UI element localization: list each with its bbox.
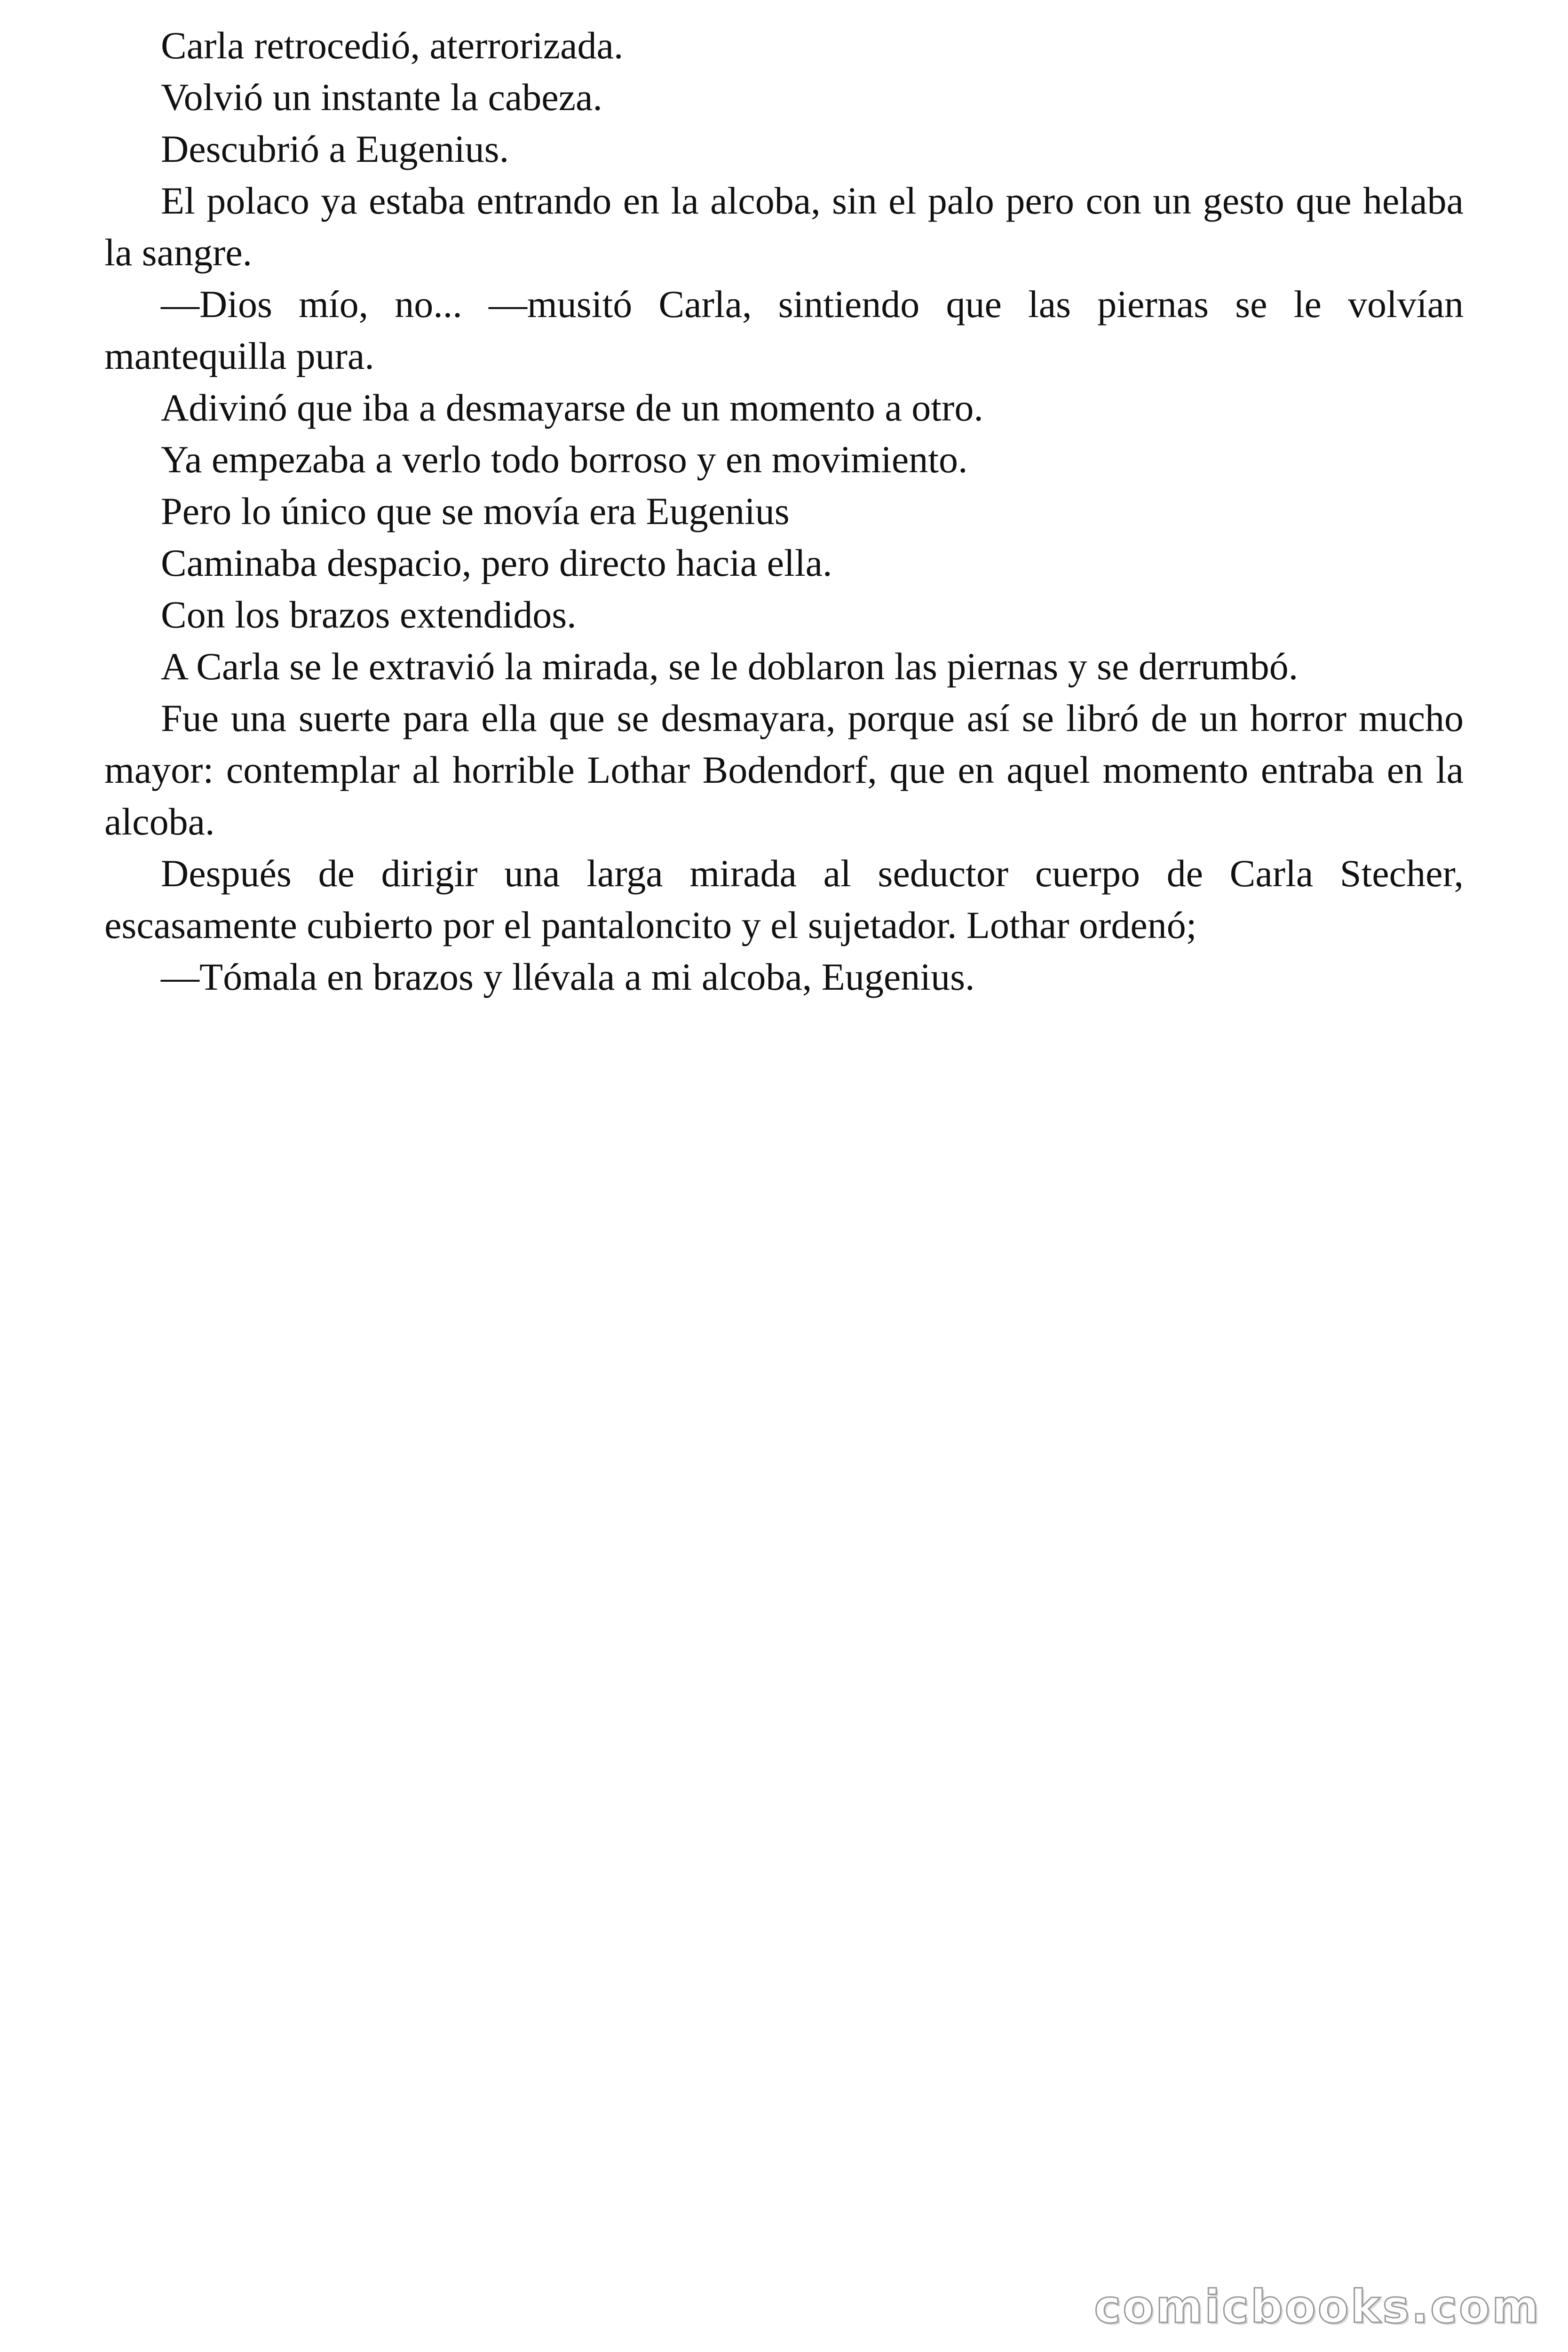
- paragraph: A Carla se le extravió la mirada, se le doblaron las piernas y se derrumbó.: [161, 645, 1299, 688]
- paragraph: Después de dirigir una larga mirada al seductor cuerpo de Carla Stecher, escasamente cubierto por el pantaloncito y el sujetador. Lothar ordenó;: [104, 852, 1464, 946]
- paragraph: Pero lo único que se movía era Eugenius: [161, 490, 790, 532]
- paragraph: Adivinó que iba a desmayarse de un momento a otro.: [161, 386, 983, 429]
- paragraph: Con los brazos extendidos.: [161, 593, 577, 636]
- paragraph: Caminaba despacio, pero directo hacia ella.: [161, 541, 832, 584]
- body-text: [104, 20, 1464, 1003]
- paragraph: Fue una suerte para ella que se desmayara, porque así se libró de un horror mucho mayor: contemplar al horrible Lothar Bodendorf, que en aquel momento entraba en la alcoba.: [104, 697, 1464, 843]
- paragraph: Descubrió a Eugenius.: [161, 127, 509, 170]
- paragraph: Ya empezaba a verlo todo borroso y en movimiento.: [161, 438, 968, 481]
- paragraph: El polaco ya estaba entrando en la alcoba, sin el palo pero con un gesto que helaba la sangre.: [104, 179, 1464, 274]
- paragraph: Volvió un instante la cabeza.: [161, 76, 602, 119]
- paragraph: Carla retrocedió, aterrorizada.: [161, 24, 624, 67]
- paragraph: —Tómala en brazos y llévala a mi alcoba, Eugenius.: [161, 955, 975, 998]
- paragraph: —Dios mío, no... —musitó Carla, sintiendo que las piernas se le volvían mantequilla pura.: [104, 283, 1464, 377]
- watermark: comicbooks.com: [1094, 2280, 1541, 2333]
